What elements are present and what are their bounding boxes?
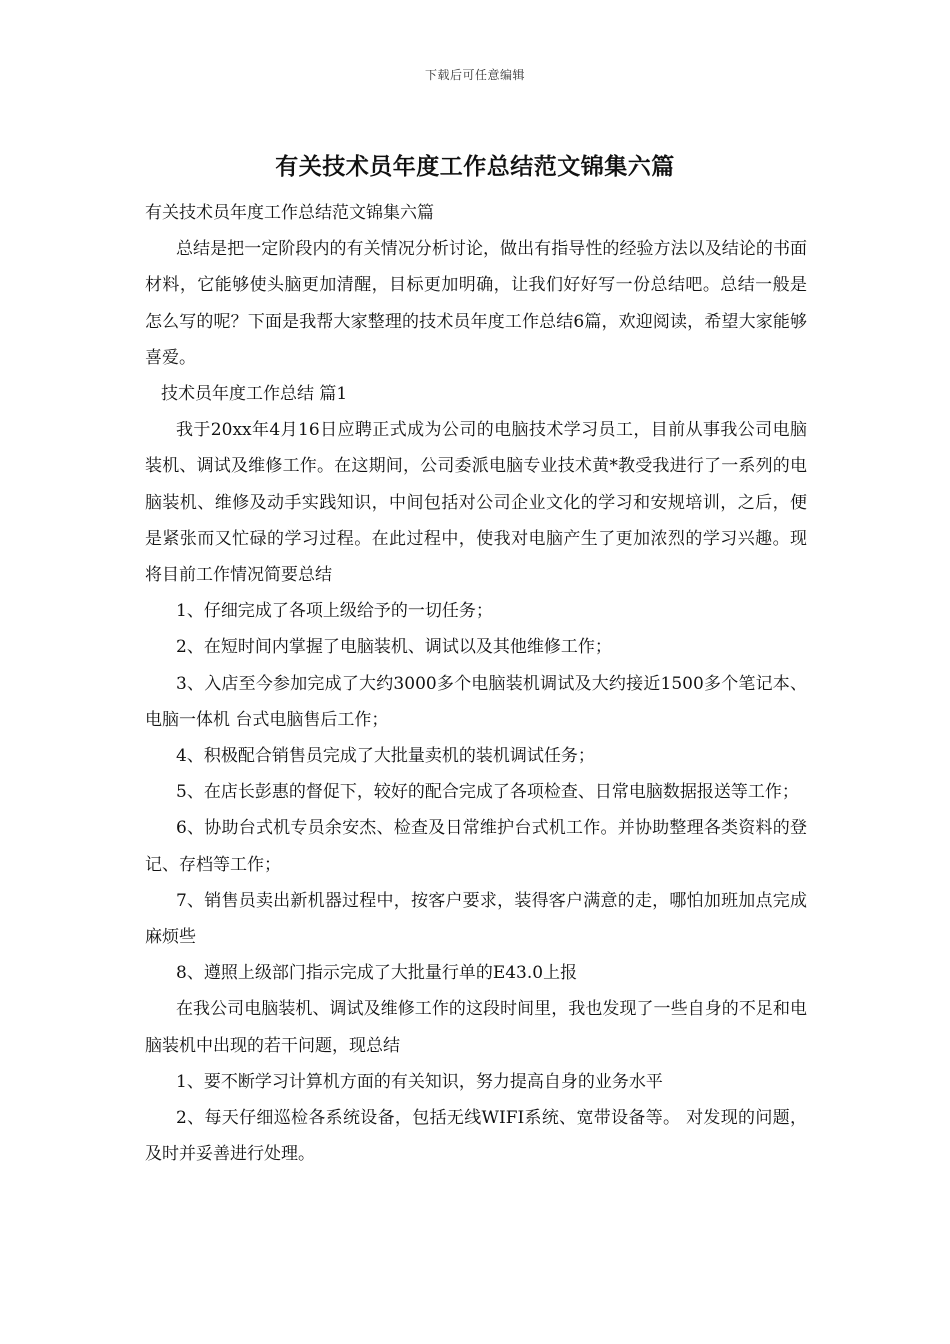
document-title: 有关技术员年度工作总结范文锦集六篇 xyxy=(275,153,675,180)
header-note: 下载后可任意编辑 xyxy=(424,68,525,82)
list-item: 2、在短时间内掌握了电脑装机、调试以及其他维修工作； xyxy=(176,637,612,658)
list-item: 3、入店至今参加完成了大约3000多个电脑装机调试及大约接近1500多个笔记本、电脑一体机 台式电脑售后工作； xyxy=(145,673,807,730)
list-item: 7、销售员卖出新机器过程中，按客户要求，装得客户满意的走，哪怕加班加点完成麻烦些 xyxy=(145,890,807,948)
list-item: 8、遵照上级部门指示完成了大批量行单的E43.0上报 xyxy=(176,963,578,984)
list-item: 5、在店长彭惠的督促下，较好的配合完成了各项检查、日常电脑数据报送等工作； xyxy=(176,782,799,803)
body-paragraph: 我于20xx年4月16日应聘正式成为公司的电脑技术学习员工，目前从事我公司电脑装机、调试及维修工作。在这期间，公司委派电脑专业技术黄*教受我进行了一系列的电脑装机、维修及动手实践知识，中间包括对公司企业文化的学习和安规培训，之后，便是紧张而又忙碌的学习过程。在此过程中，使我对电脑产生了更加浓烈的学习兴趣。现将目前工作情况简要总结 xyxy=(145,420,807,586)
list-item: 2、每天仔细巡检各系统设备，包括无线WIFI系统、宽带设备等。 对发现的问题，及时并妥善进行处理。 xyxy=(145,1108,807,1165)
body-paragraph: 在我公司电脑装机、调试及维修工作的这段时间里，我也发现了一些自身的不足和电脑装机中出现的若干问题，现总结 xyxy=(145,999,807,1056)
list-item: 1、仔细完成了各项上级给予的一切任务； xyxy=(176,601,493,622)
document-body xyxy=(145,195,807,1172)
section-heading: 技术员年度工作总结 篇1 xyxy=(161,384,348,405)
document-subtitle: 有关技术员年度工作总结范文锦集六篇 xyxy=(145,203,434,223)
list-item: 6、协助台式机专员余安杰、检查及日常维护台式机工作。并协助整理各类资料的登记、存档等工作； xyxy=(145,818,807,875)
list-item: 4、积极配合销售员完成了大批量卖机的装机调试任务； xyxy=(176,746,595,767)
list-item: 1、要不断学习计算机方面的有关知识，努力提高自身的业务水平 xyxy=(176,1071,663,1092)
intro-paragraph: 总结是把一定阶段内的有关情况分析讨论，做出有指导性的经验方法以及结论的书面材料，它能够使头脑更加清醒，目标更加明确，让我们好好写一份总结吧。总结一般是怎么写的呢？下面是我帮大家整理的技术员年度工作总结6篇，欢迎阅读，希望大家能够喜爱。 xyxy=(145,239,807,368)
